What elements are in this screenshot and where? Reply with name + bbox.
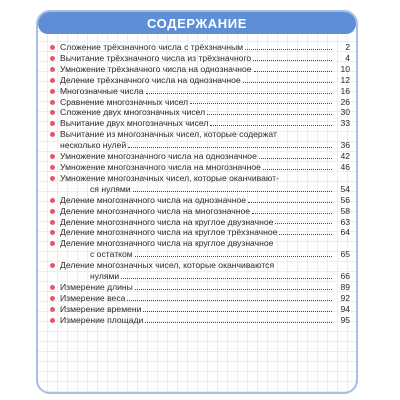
dot-leader xyxy=(143,311,332,312)
toc-page-number: 4 xyxy=(345,52,350,63)
toc-page-number: 10 xyxy=(340,63,350,74)
toc-entry xyxy=(50,217,350,228)
toc-entry-title: Сложение двух многозначных чисел xyxy=(60,107,206,118)
title-bar xyxy=(38,12,356,34)
dot-leader xyxy=(243,82,332,83)
toc-entry-title: Деление многозначного числа на круглое трёхзначное xyxy=(60,227,278,238)
toc-page-number: 92 xyxy=(340,292,350,303)
dot-leader xyxy=(259,158,332,159)
bullet-icon xyxy=(50,89,55,94)
toc-page-number: 12 xyxy=(340,74,350,85)
toc-page-number: 95 xyxy=(340,314,350,325)
bullet-icon xyxy=(50,198,55,203)
toc-entry-title: Измерение времени xyxy=(60,303,142,314)
toc-page-number: 33 xyxy=(340,118,350,129)
bullet-icon xyxy=(50,318,55,323)
bullet-icon xyxy=(50,285,55,290)
toc-entry-title: ся нулями xyxy=(90,183,131,194)
toc-entry-title: Деление многозначного числа на круглое двузначное xyxy=(60,216,274,227)
dot-leader xyxy=(135,289,332,290)
toc-page-number: 16 xyxy=(340,85,350,96)
dot-leader xyxy=(133,191,332,192)
bullet-icon xyxy=(50,56,55,61)
toc-entry xyxy=(50,282,350,293)
dot-leader xyxy=(253,60,332,61)
toc-entry-title: Деление многозначного числа на однозначное xyxy=(60,194,247,205)
toc-page-number: 54 xyxy=(340,183,350,194)
toc-entry xyxy=(50,260,350,282)
toc-entry xyxy=(50,97,350,108)
toc-page-number: 46 xyxy=(340,161,350,172)
toc-entry xyxy=(50,118,350,129)
toc-page-number: 65 xyxy=(340,249,350,260)
toc-page-number: 89 xyxy=(340,281,350,292)
dot-leader xyxy=(275,223,332,224)
bullet-icon xyxy=(50,209,55,214)
toc-entry-title: Деление многозначных чисел, которые оканчиваются xyxy=(60,260,275,271)
dot-leader xyxy=(190,103,332,104)
toc-entry xyxy=(50,304,350,315)
toc-entry xyxy=(50,151,350,162)
dot-leader xyxy=(207,114,332,115)
toc-entry xyxy=(50,53,350,64)
dot-leader xyxy=(145,322,332,323)
dot-leader xyxy=(146,93,332,94)
toc-entry xyxy=(50,293,350,304)
dot-leader xyxy=(127,300,332,301)
toc-entry xyxy=(50,195,350,206)
dot-leader xyxy=(248,202,332,203)
toc-entry-title: Вычитание из многозначных чисел, которые содержат xyxy=(60,129,277,140)
toc-entry-title: Измерение площади xyxy=(60,314,144,325)
dot-leader xyxy=(121,278,332,279)
bullet-icon xyxy=(50,220,55,225)
bullet-icon xyxy=(50,45,55,50)
toc-entry-title: Измерение веса xyxy=(60,292,126,303)
toc-page-number: 42 xyxy=(340,151,350,162)
toc-page-number: 63 xyxy=(340,216,350,227)
bullet-icon xyxy=(50,67,55,72)
toc-entry-title: нулями xyxy=(90,271,120,282)
toc-entry xyxy=(50,238,350,260)
toc-page-number: 2 xyxy=(345,42,350,52)
bullet-icon xyxy=(50,296,55,301)
page-title: СОДЕРЖАНИЕ xyxy=(147,15,247,31)
toc-page-number: 66 xyxy=(340,271,350,282)
dot-leader xyxy=(135,256,332,257)
dot-leader xyxy=(279,234,332,235)
toc-page-number: 26 xyxy=(340,96,350,107)
bullet-icon xyxy=(50,307,55,312)
toc-entry-title: Измерение длины xyxy=(60,281,133,292)
toc-entry-title: Умножение многозначных чисел, которые оканчивают- xyxy=(60,172,279,183)
bullet-icon xyxy=(50,165,55,170)
toc-entry xyxy=(50,86,350,97)
toc-entry-title: Вычитание трёхзначного числа из трёхзначного xyxy=(60,52,252,63)
toc-entry-title: Деление многозначного числа на круглое двузначное xyxy=(60,238,274,249)
toc-entry-title: Умножение трёхзначного числа на однозначное xyxy=(60,63,252,74)
toc-entry xyxy=(50,173,350,195)
toc-entry xyxy=(50,162,350,173)
toc-page-number: 56 xyxy=(340,194,350,205)
dot-leader xyxy=(210,125,332,126)
toc-entry xyxy=(50,315,350,326)
toc-entry xyxy=(50,42,350,53)
toc-page-number: 94 xyxy=(340,303,350,314)
toc-entry xyxy=(50,129,350,151)
dot-leader xyxy=(245,49,332,50)
bullet-icon xyxy=(50,100,55,105)
toc-list xyxy=(50,42,350,326)
toc-page-number: 64 xyxy=(340,227,350,238)
toc-entry-title: Вычитание двух многозначных чисел xyxy=(60,118,209,129)
toc-entry xyxy=(50,64,350,75)
toc-entry xyxy=(50,75,350,86)
dot-leader xyxy=(254,71,333,72)
toc-page-number: 36 xyxy=(340,140,350,151)
toc-entry-title: Деление трёхзначного числа на однозначное xyxy=(60,74,241,85)
toc-entry-title: Многозначные числа xyxy=(60,85,144,96)
toc-page-number: 58 xyxy=(340,205,350,216)
toc-entry xyxy=(50,206,350,217)
toc-page-number: 30 xyxy=(340,107,350,118)
toc-entry-title: Сложение трёхзначного числа с трёхзначным xyxy=(60,42,244,52)
contents-frame xyxy=(36,10,358,394)
toc-entry-title: несколько нулей xyxy=(60,140,127,151)
toc-entry-title: Умножение многозначного числа на многозначное xyxy=(60,161,261,172)
toc-entry xyxy=(50,227,350,238)
toc-entry-title: Деление многозначного числа на многозначное xyxy=(60,205,251,216)
dot-leader xyxy=(252,213,332,214)
dot-leader xyxy=(128,147,332,148)
bullet-icon xyxy=(50,78,55,83)
dot-leader xyxy=(263,169,332,170)
toc-entry-title: Сравнение многозначных чисел xyxy=(60,96,189,107)
toc-entry-title: Умножение многозначного числа на однозначное xyxy=(60,151,257,162)
toc-entry-title: с остатком xyxy=(90,249,133,260)
bullet-icon xyxy=(50,176,55,181)
toc-entry xyxy=(50,107,350,118)
